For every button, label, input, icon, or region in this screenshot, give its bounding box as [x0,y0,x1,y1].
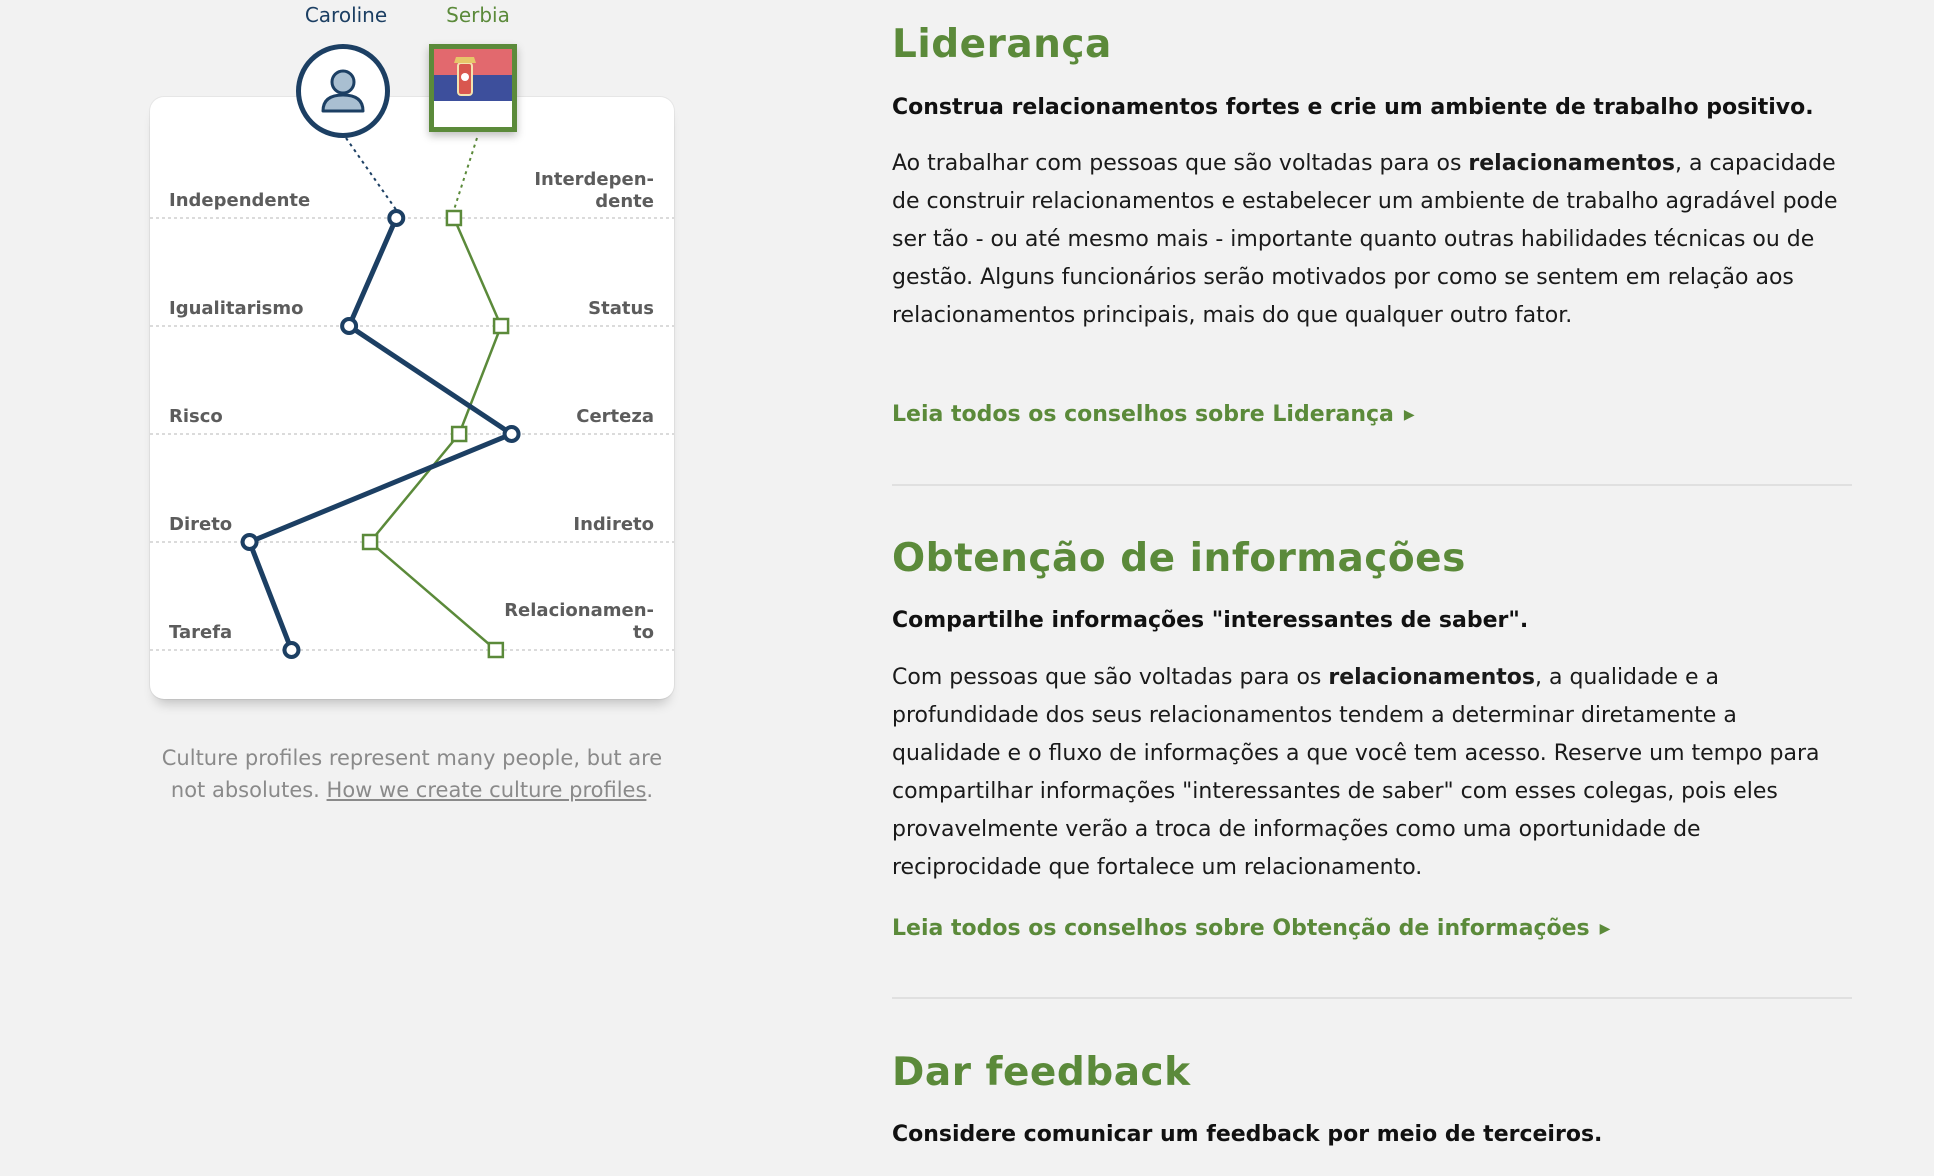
axis-label-right-5 [494,600,654,644]
serbia-point [494,319,508,333]
caroline-point [505,427,519,441]
serbia-point [447,211,461,225]
axis-label-right-2: Status [588,298,654,319]
profile-caption [150,742,674,806]
axis-label-left-1: Independente [169,190,311,211]
serbia-flag [429,44,517,132]
section-title-obtencao: Obtenção de informações [892,536,1466,581]
caroline-label: Caroline [304,3,388,27]
culture-chart [0,0,840,720]
serbia-flag-icon [434,49,512,127]
caroline-avatar [296,44,390,138]
axis-label-left-4: Direto [169,514,233,535]
axis-label-left-5: Tarefa [169,622,233,643]
read-more-lideranca-link[interactable] [892,402,1415,427]
triangle-right-icon: ▶ [1599,921,1611,937]
triangle-right-icon: ▶ [1403,407,1415,423]
caroline-point [389,211,403,225]
how-we-create-profiles-link[interactable]: How we create culture profiles [326,778,647,802]
body-text-pre: Com pessoas que são voltadas para os [892,665,1329,690]
section-body-obtencao [892,659,1852,887]
axis-label-left-3: Risco [169,406,223,427]
culture-profile [0,0,840,1176]
user-icon [301,49,385,133]
serbia-point [363,535,377,549]
caroline-point [243,535,257,549]
read-more-obtencao-text: Leia todos os conselhos sobre Obtenção de informações [892,916,1590,941]
body-text-pre: Ao trabalhar com pessoas que são voltadas para os [892,151,1469,176]
section-divider [892,997,1852,999]
body-text-post: , a qualidade e a profundidade dos seus relacionamentos tendem a determinar diretamente a qualidade e o fluxo de informações a que você tem acesso. Reserve um tempo para compartilhar informações "interessantes de saber" com esses colegas, pois eles provavelmente verão a troca de informações como uma oportunidade de reciprocidade que fortalece um relacionamento. [892,665,1820,880]
caroline-point [284,643,298,657]
axis-label-right-3: Certeza [576,406,654,427]
section-lead-feedback: Considere comunicar um feedback por meio de terceiros. [892,1122,1603,1147]
section-lead-lideranca: Construa relacionamentos fortes e crie um ambiente de trabalho positivo. [892,95,1814,120]
axis-label-right-4: Indireto [573,514,654,535]
serbia-connector [454,138,477,210]
caroline-point [342,319,356,333]
section-title-lideranca: Liderança [892,22,1112,67]
serbia-point [452,427,466,441]
section-body-lideranca [892,145,1852,335]
body-text-post: , a capacidade de construir relacionamentos e estabelecer um ambiente de trabalho agradável pode ser tão - ou até mesmo mais - importante quanto outras habilidades técnicas ou de gestão. Alguns funcionários serão motivados por como se sentem em relação aos relacionamentos principais, mais do que qualquer outro fator. [892,151,1838,328]
axis-label-right-5-text: Relacionamen- to [504,600,654,643]
read-more-obtencao-link[interactable] [892,916,1610,941]
serbia-label: Serbia [446,3,510,27]
section-divider [892,484,1852,486]
caption-end: . [646,778,654,802]
body-text-bold: relacionamentos [1328,665,1535,690]
serbia-point [489,643,503,657]
body-text-bold: relacionamentos [1468,151,1675,176]
read-more-lideranca-text: Leia todos os conselhos sobre Liderança [892,402,1394,427]
section-title-feedback: Dar feedback [892,1050,1191,1095]
axis-label-right-1 [494,169,654,213]
section-lead-obtencao: Compartilhe informações "interessantes de saber". [892,608,1529,633]
caroline-connector [346,138,396,210]
caption-text: Culture profiles represent many people, but are not absolutes. [161,746,663,802]
axis-label-left-2: Igualitarismo [169,298,304,319]
axis-label-right-1-text: Interdepen- dente [534,169,654,212]
